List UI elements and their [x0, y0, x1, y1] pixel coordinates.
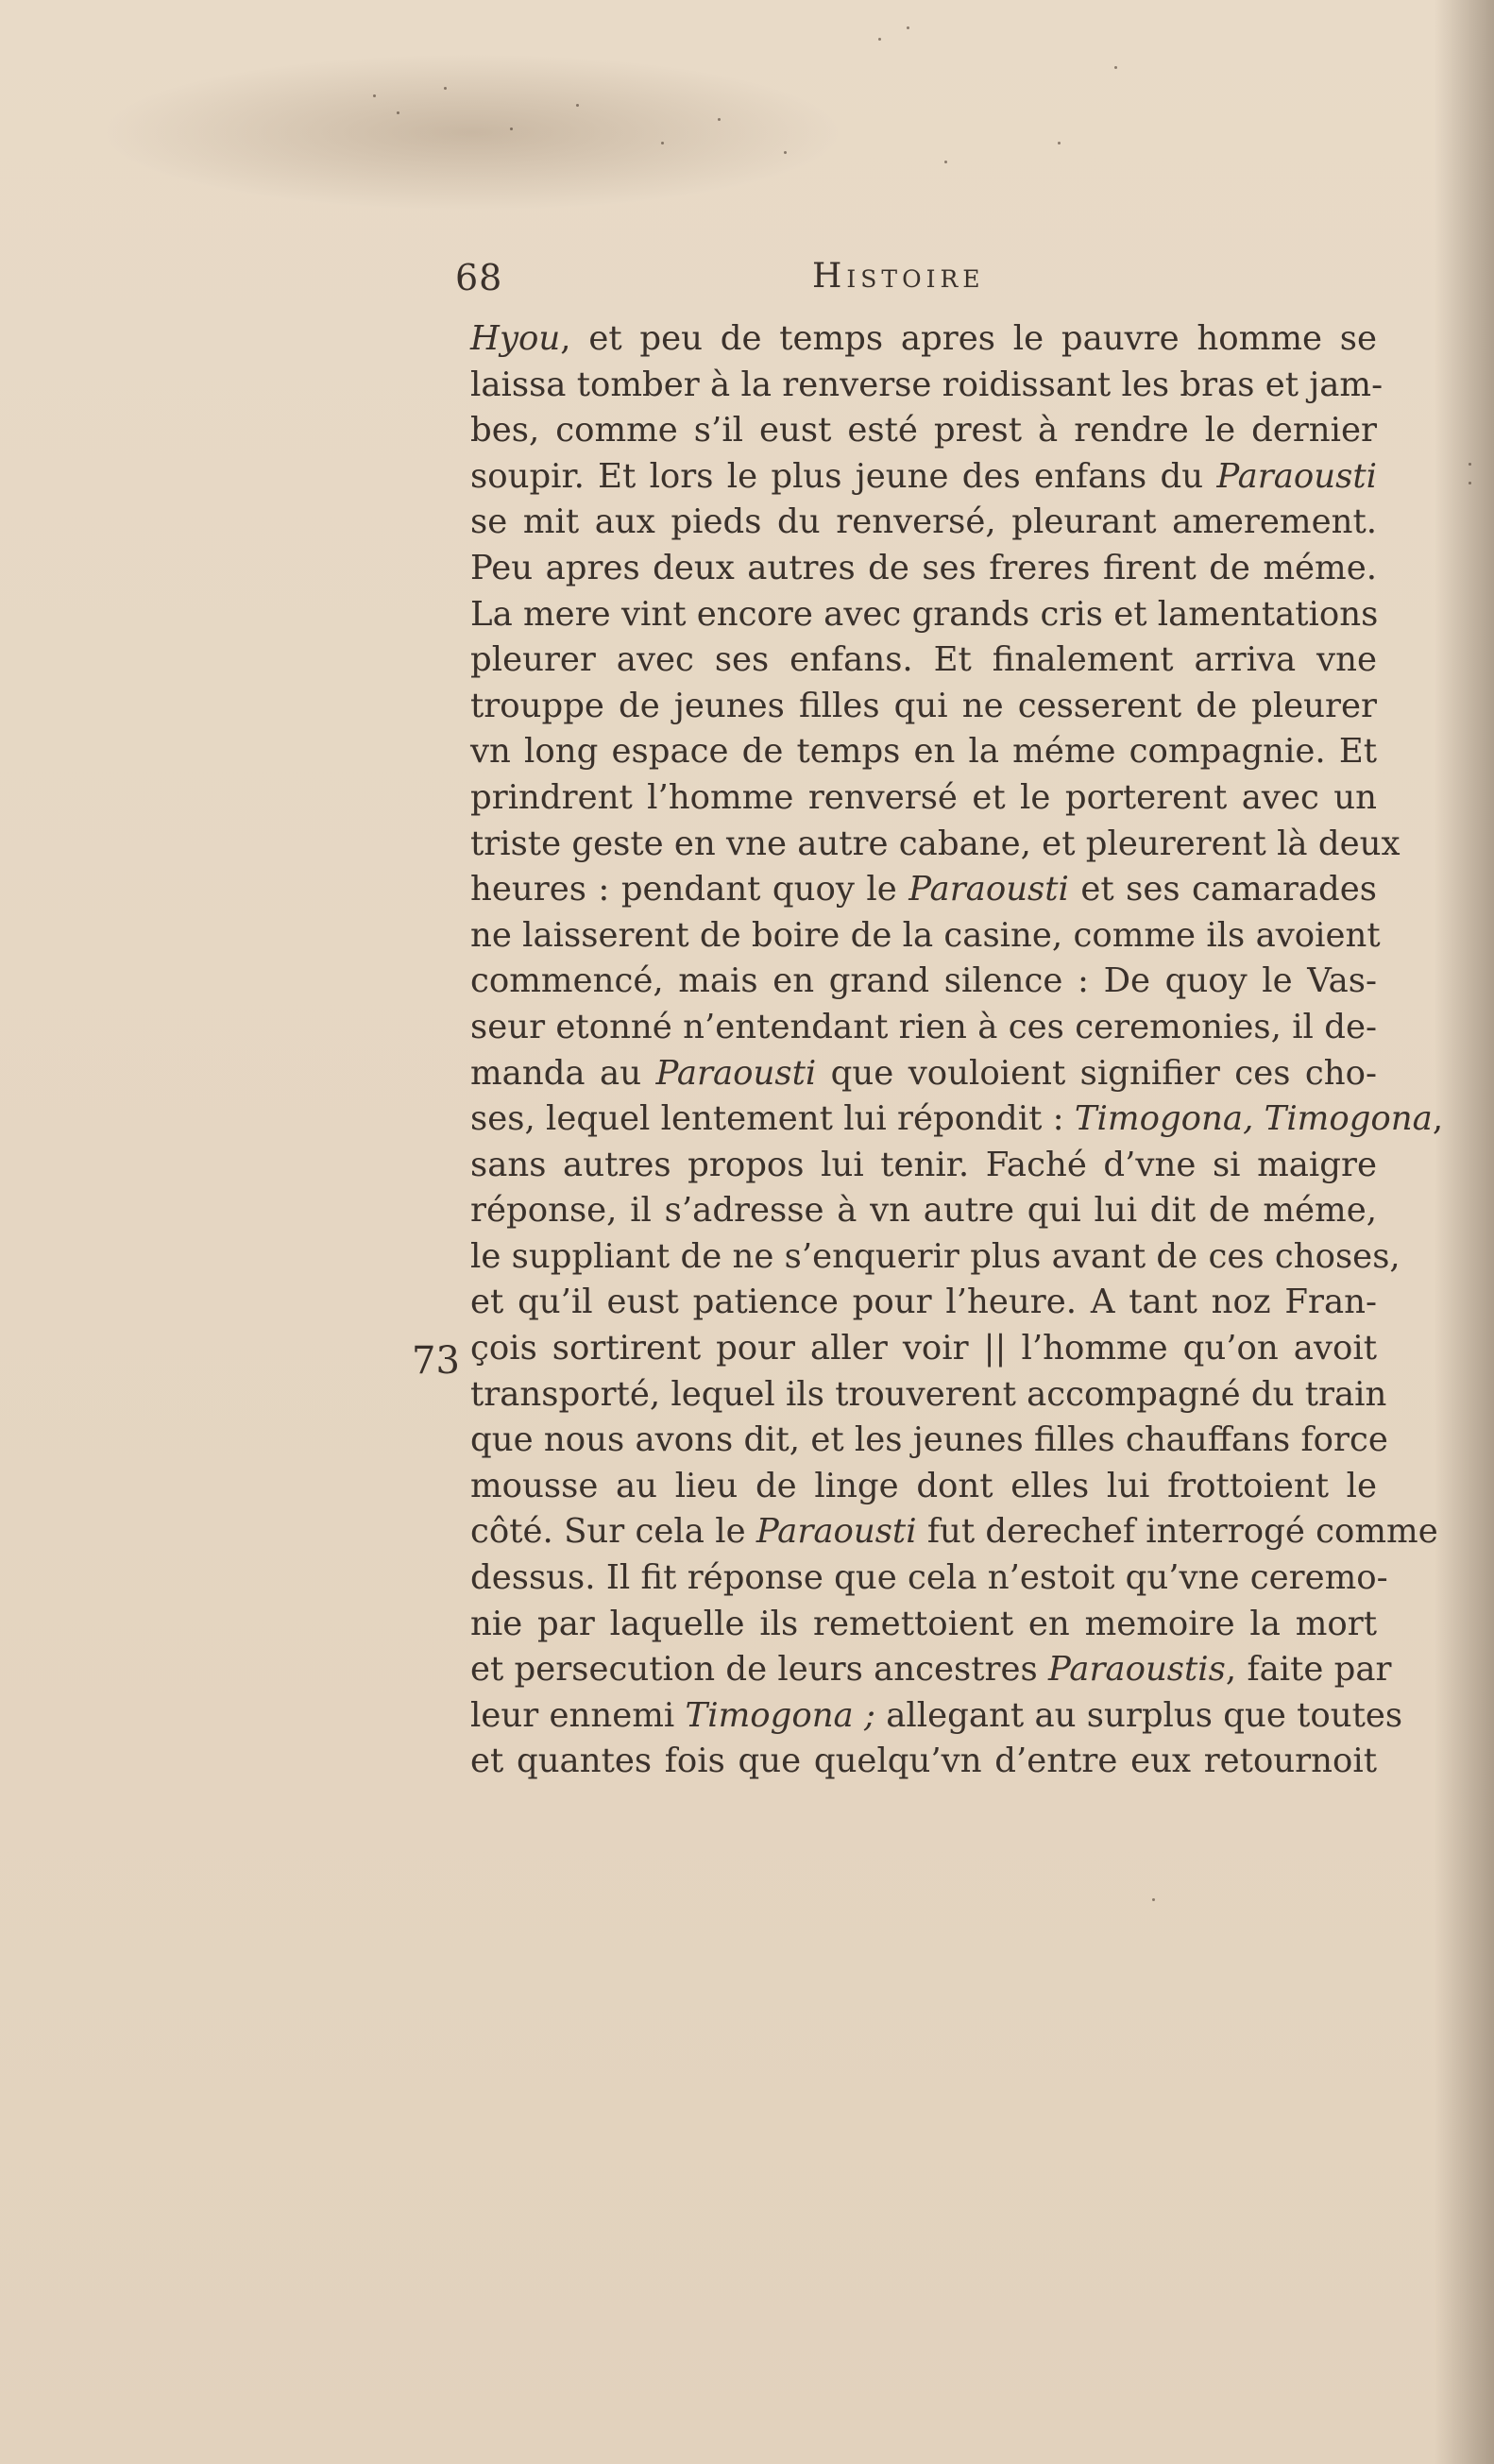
text-line [470, 1602, 1377, 1648]
text-run: fut derechef interrogé comme [916, 1512, 1438, 1552]
italic-text: Paraousti [1216, 456, 1377, 496]
text-run: leur ennemi [470, 1695, 686, 1735]
text-run: seur etonné n’entendant rien à ces ceremonies, il de- [470, 1007, 1377, 1046]
text-run: et qu’il eust patience pour l’heure. A tant noz Fran- [470, 1283, 1377, 1322]
text-line [470, 1647, 1392, 1693]
text-run: manda au [470, 1053, 656, 1093]
text-run: réponse, il s’adresse à vn autre qui lui dit de méme, [470, 1191, 1377, 1231]
text-line [470, 867, 1377, 913]
text-line [470, 1234, 1401, 1281]
text-line [470, 1555, 1388, 1602]
text-run: ses, lequel lentement lui répondit : [470, 1099, 1075, 1139]
page-header [455, 257, 1400, 304]
text-run: que vouloient signifier ces cho- [816, 1053, 1377, 1093]
text-run: commencé, mais en grand silence : De quoy le Vas- [470, 961, 1377, 1001]
text-run: sans autres propos lui tenir. Faché d’vne si maigre [470, 1145, 1377, 1184]
text-line [470, 454, 1377, 501]
text-line [470, 1509, 1438, 1555]
text-line [470, 1188, 1377, 1234]
text-line [470, 1096, 1444, 1143]
text-run: heures : pendant quoy le [470, 870, 909, 909]
text-line [470, 1372, 1387, 1419]
text-run: et persecution de leurs ancestres [470, 1650, 1048, 1690]
text-line [470, 1280, 1377, 1326]
text-line [470, 729, 1377, 775]
text-run: triste geste en vne autre cabane, et pleurerent là deux [470, 824, 1401, 863]
text-line [470, 913, 1381, 960]
text-line [470, 637, 1377, 684]
text-run: se mit aux pieds du renversé, pleurant amerement. [470, 502, 1377, 542]
text-line [470, 684, 1377, 730]
text-line [470, 959, 1377, 1005]
text-line [470, 363, 1384, 409]
text-run: prindrent l’homme renversé et le porterent avec un [470, 777, 1377, 817]
text-run: Peu apres deux autres de ses freres firent de méme. [470, 548, 1377, 587]
page-number: 68 [455, 257, 503, 298]
text-run: trouppe de jeunes filles qui ne cesserent de pleurer [470, 686, 1377, 725]
text-run: çois sortirent pour aller voir || l’homme qu’on avoit [470, 1329, 1377, 1368]
text-run: laissa tomber à la renverse roidissant les bras et jam- [470, 365, 1384, 404]
text-run: mousse au lieu de linge dont elles lui frottoient le [470, 1466, 1377, 1505]
text-run: dessus. Il fit réponse que cela n’estoit qu’vne ceremo- [470, 1558, 1388, 1598]
text-line [470, 500, 1377, 546]
italic-text: Paraoustis [1047, 1650, 1226, 1690]
margin-reference-number: 73 [412, 1339, 460, 1383]
italic-text: Timogona ; [685, 1695, 875, 1735]
text-run: ne laisserent de boire de la casine, comme ils avoient [470, 915, 1381, 955]
italic-text: Paraousti [655, 1053, 817, 1093]
text-run: pleurer avec ses enfans. Et finalement arriva vne [470, 640, 1377, 680]
italic-text: Paraousti [755, 1512, 917, 1552]
text-run: et quantes fois que quelqu’vn d’entre eux retournoit [470, 1742, 1377, 1781]
italic-text: Paraousti [908, 870, 1069, 909]
text-line [470, 1051, 1377, 1097]
text-line [470, 1693, 1403, 1740]
text-line [470, 1143, 1377, 1189]
text-line [470, 1005, 1377, 1051]
text-line [470, 1418, 1388, 1464]
text-run: nie par laquelle ils remettoient en memoire la mort [470, 1604, 1377, 1643]
text-line [470, 316, 1377, 363]
text-run: et ses camarades [1068, 870, 1377, 909]
text-line [470, 546, 1377, 592]
text-run: La mere vint encore avec grands cris et lamentations [470, 594, 1379, 634]
running-title: Histoire [812, 257, 985, 296]
text-run: le suppliant de ne s’enquerir plus avant de ces choses, [470, 1236, 1401, 1276]
text-run: côté. Sur cela le [470, 1512, 756, 1552]
text-line [470, 822, 1401, 868]
text-line [470, 775, 1377, 822]
italic-text: Hyou [470, 319, 561, 358]
text-line [470, 408, 1377, 454]
italic-text: Timogona, Timogona [1074, 1099, 1433, 1139]
text-run: allegant au surplus que toutes [874, 1695, 1403, 1735]
text-line [470, 1326, 1377, 1372]
body-text [470, 316, 1444, 1785]
text-run: vn long espace de temps en la méme compagnie. Et [470, 732, 1377, 772]
text-run: , et peu de temps apres le pauvre homme se [560, 319, 1377, 358]
text-run: que nous avons dit, et les jeunes filles chauffans force [470, 1420, 1388, 1460]
text-run: soupir. Et lors le plus jeune des enfans du [470, 456, 1217, 496]
text-line [470, 1464, 1377, 1510]
text-run: , faite par [1225, 1650, 1392, 1690]
text-line [470, 1739, 1377, 1785]
text-line [470, 592, 1377, 638]
text-run: , [1432, 1099, 1444, 1139]
text-run: bes, comme s’il eust esté prest à rendre le dernier [470, 411, 1377, 450]
text-run: transporté, lequel ils trouverent accompagné du train [470, 1374, 1387, 1414]
